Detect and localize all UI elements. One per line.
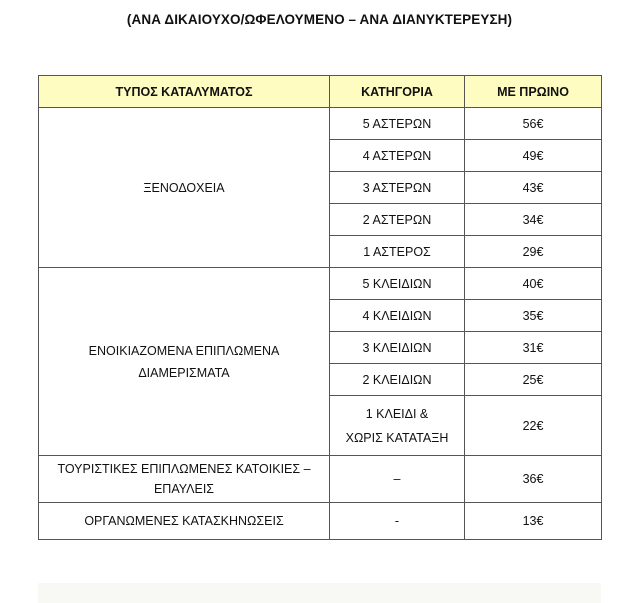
page-bottom-strip [38, 583, 601, 603]
price-cell: 31€ [465, 332, 602, 364]
type-line: ΤΟΥΡΙΣΤΙΚΕΣ ΕΠΙΠΛΩΜΕΝΕΣ ΚΑΤΟΙΚΙΕΣ – [57, 462, 311, 476]
category-cell: 5 ΚΛΕΙΔΙΩΝ [330, 268, 465, 300]
category-cell: 1 ΑΣΤΕΡΟΣ [330, 236, 465, 268]
header-category: ΚΑΤΗΓΟΡΙΑ [330, 76, 465, 108]
category-cell: 3 ΚΛΕΙΔΙΩΝ [330, 332, 465, 364]
price-cell: 40€ [465, 268, 602, 300]
type-line: ΕΝΟΙΚΙΑΖΟΜΕΝΑ ΕΠΙΠΛΩΜΕΝΑ [88, 343, 280, 358]
type-line: ΔΙΑΜΕΡΙΣΜΑΤΑ [138, 365, 230, 380]
category-cell: 5 ΑΣΤΕΡΩΝ [330, 108, 465, 140]
price-cell: 25€ [465, 364, 602, 396]
category-cell: 2 ΑΣΤΕΡΩΝ [330, 204, 465, 236]
table-row [39, 503, 602, 540]
category-line: 1 ΚΛΕΙΔΙ & [365, 406, 429, 421]
type-line: ΕΠΑΥΛΕΙΣ [153, 482, 215, 496]
accommodation-type-cell [39, 456, 330, 503]
accommodation-type-cell: ΟΡΓΑΝΩΜΕΝΕΣ ΚΑΤΑΣΚΗΝΩΣΕΙΣ [39, 503, 330, 540]
price-cell: 29€ [465, 236, 602, 268]
price-cell: 35€ [465, 300, 602, 332]
header-accommodation-type: ΤΥΠΟΣ ΚΑΤΑΛΥΜΑΤΟΣ [39, 76, 330, 108]
price-cell: 22€ [465, 396, 602, 456]
price-cell: 49€ [465, 140, 602, 172]
price-cell: 56€ [465, 108, 602, 140]
document-title: (ΑΝΑ ΔΙΚΑΙΟΥΧΟ/ΩΦΕΛΟΥΜΕΝΟ – ΑΝΑ ΔΙΑΝΥΚΤΕΡΕΥΣΗ) [126, 12, 513, 27]
price-cell: 13€ [465, 503, 602, 540]
table-row [39, 456, 602, 503]
price-cell: 43€ [465, 172, 602, 204]
price-cell: 34€ [465, 204, 602, 236]
table-header-row [39, 76, 602, 108]
category-cell: 4 ΑΣΤΕΡΩΝ [330, 140, 465, 172]
category-cell: 2 ΚΛΕΙΔΙΩΝ [330, 364, 465, 396]
category-cell: – [330, 456, 465, 503]
category-cell: 3 ΑΣΤΕΡΩΝ [330, 172, 465, 204]
header-with-breakfast: ΜΕ ΠΡΩΙΝΟ [465, 76, 602, 108]
category-cell [330, 396, 465, 456]
accommodation-type-cell: ΞΕΝΟΔΟΧΕΙΑ [39, 108, 330, 268]
accommodation-rates-table [38, 75, 602, 540]
category-line: ΧΩΡΙΣ ΚΑΤΑΤΑΞΗ [345, 430, 449, 445]
accommodation-type-cell [39, 268, 330, 456]
table-row [39, 268, 602, 300]
category-cell: 4 ΚΛΕΙΔΙΩΝ [330, 300, 465, 332]
price-cell: 36€ [465, 456, 602, 503]
table-row [39, 108, 602, 140]
category-cell: - [330, 503, 465, 540]
